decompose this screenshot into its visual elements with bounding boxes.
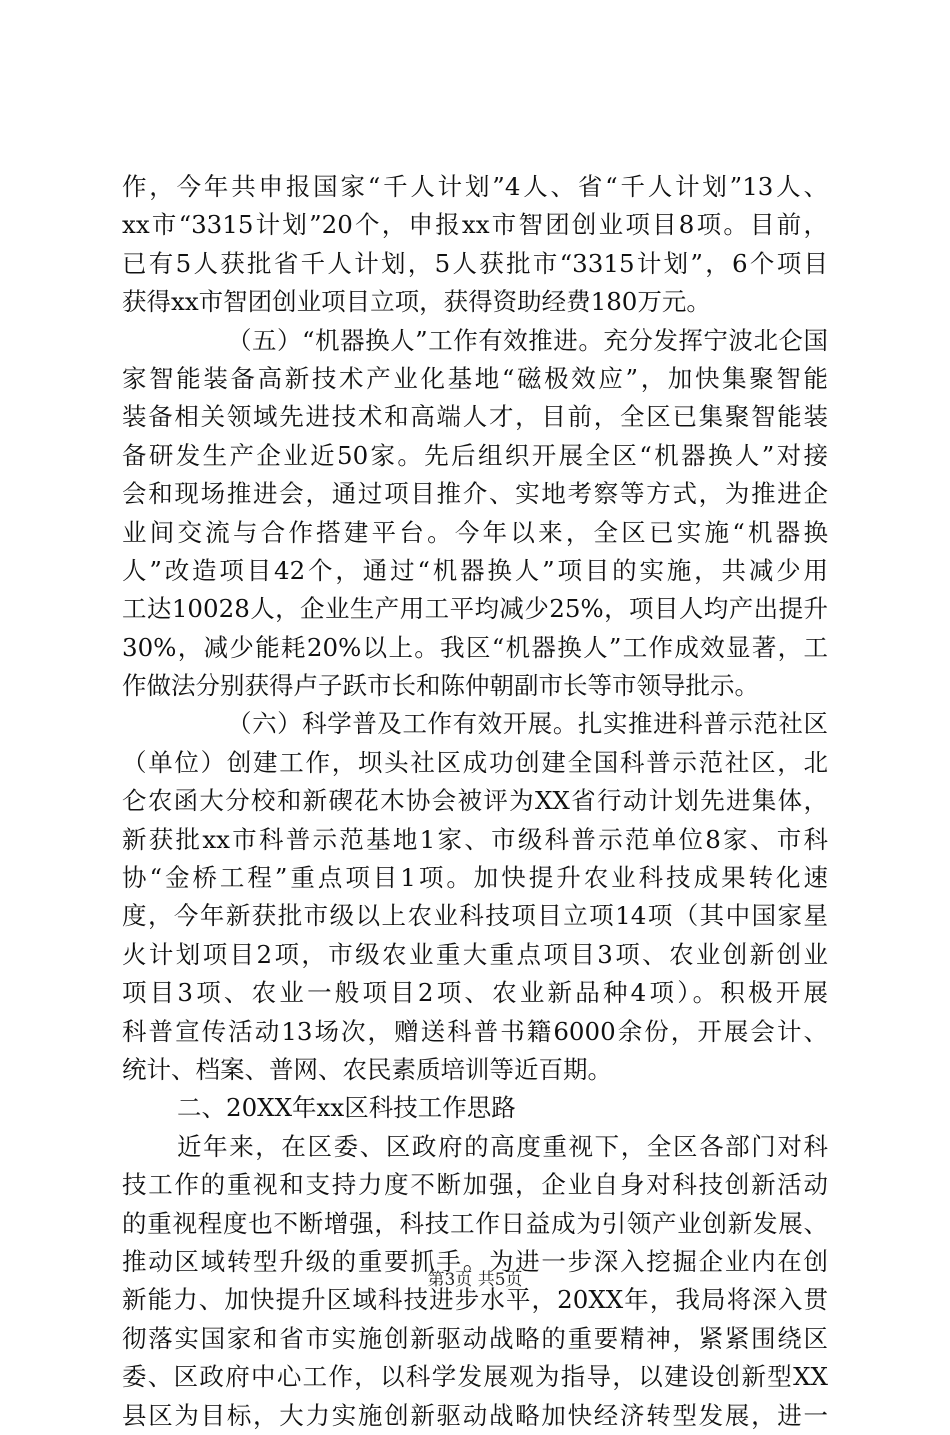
text-line: 已有5人获批省千人计划，5人获批市“3315计划”，6个项目	[122, 248, 828, 278]
page-footer	[0, 1265, 950, 1290]
text-line: 备研发生产企业近50家。先后组织开展全区“机器换人”对接	[122, 440, 828, 470]
text-line: 30%，减少能耗20%以上。我区“机器换人”工作成效显著，工	[122, 632, 828, 662]
text-line: 装备相关领域先进技术和高端人才，目前，全区已集聚智能装	[122, 402, 828, 432]
text-line: 新获批xx市科普示范基地1家、市级科普示范单位8家、市科	[122, 824, 828, 854]
text-line: 工达10028人，企业生产用工平均减少25%，项目人均产出提升	[122, 594, 828, 624]
text-line: 统计、档案、普网、农民素质培训等近百期。	[122, 1054, 612, 1084]
text-line: 火计划项目2项，市级农业重大重点项目3项、农业创新创业	[122, 939, 828, 969]
paragraph-start-line: （六）科学普及工作有效开展。扎实推进科普示范社区	[227, 709, 828, 739]
text-line: xx市“3315计划”20个，申报xx市智团创业项目8项。目前，	[122, 210, 828, 240]
text-line: 会和现场推进会，通过项目推介、实地考察等方式，为推进企	[122, 479, 828, 509]
text-line: 作，今年共申报国家“千人计划”4人、省“千人计划”13人、	[122, 172, 828, 201]
text-line: 家智能装备高新技术产业化基地“磁极效应”，加快集聚智能	[122, 363, 828, 393]
text-line: 协“金桥工程”重点项目1项。加快提升农业科技成果转化速	[122, 863, 828, 893]
text-line: 推动区域转型升级的重要抓手。为进一步深入挖掘企业内在创	[122, 1246, 828, 1276]
paragraph-start-line: 近年来，在区委、区政府的高度重视下，全区各部门对科	[177, 1131, 828, 1161]
text-line: 县区为目标，大力实施创新驱动战略加快经济转型发展，进一	[122, 1400, 828, 1430]
text-line: 业间交流与合作搭建平台。今年以来，全区已实施“机器换	[122, 517, 828, 547]
text-line: 度，今年新获批市级以上农业科技项目立项14项（其中国家星	[122, 901, 828, 931]
text-line: 技工作的重视和支持力度不断加强，企业自身对科技创新活动	[122, 1170, 828, 1200]
text-line: 仑农函大分校和新碶花木协会被评为XX省行动计划先进集体，	[122, 786, 828, 816]
page-number: 第3页 共5页	[427, 1270, 523, 1290]
text-line: 委、区政府中心工作，以科学发展观为指导，以建设创新型XX	[122, 1362, 828, 1392]
text-line: （单位）创建工作，坝头社区成功创建全国科普示范社区，北	[122, 747, 828, 777]
section-heading: 二、20XX年xx区科技工作思路	[177, 1093, 516, 1123]
text-line: 彻落实国家和省市实施创新驱动战略的重要精神，紧紧围绕区	[122, 1323, 828, 1353]
document-body	[122, 168, 828, 1435]
text-line: 人”改造项目42个，通过“机器换人”项目的实施，共减少用	[122, 555, 828, 585]
text-line: 项目3项、农业一般项目2项、农业新品种4项）。积极开展	[122, 978, 828, 1008]
paragraph-start-line: （五）“机器换人”工作有效推进。充分发挥宁波北仑国	[227, 325, 828, 355]
text-line: 的重视程度也不断增强，科技工作日益成为引领产业创新发展、	[122, 1208, 828, 1238]
text-line: 获得xx市智团创业项目立项，获得资助经费180万元。	[122, 287, 711, 317]
text-line: 作做法分别获得卢子跃市长和陈仲朝副市长等市领导批示。	[122, 671, 759, 701]
text-line: 新能力、加快提升区域科技进步水平，20XX年，我局将深入贯	[122, 1285, 828, 1315]
text-line: 科普宣传活动13场次，赠送科普书籍6000余份，开展会计、	[122, 1016, 828, 1046]
